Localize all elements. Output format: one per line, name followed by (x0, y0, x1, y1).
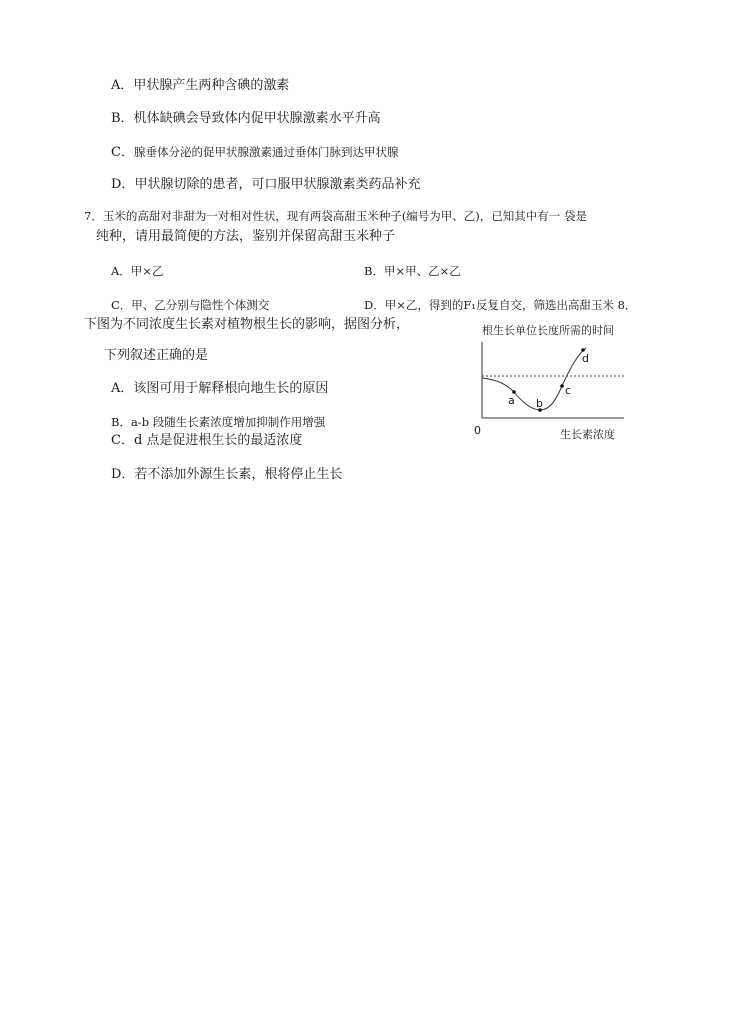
growth-curve (482, 348, 586, 410)
point-c (560, 384, 564, 388)
auxin-root-graph (474, 322, 644, 444)
q7-stem-line1 (84, 207, 587, 225)
option-text: 机体缺碘会导致体内促甲状腺激素水平升高 (133, 111, 381, 126)
option-label: B． (111, 111, 134, 126)
point-c-label: c (565, 384, 572, 397)
q8-option-b: B．a-b 段随生长素浓度增加抑制作用增强 (111, 415, 326, 429)
question-stem: 玉米的高甜对非甜为一对相对性状，现有两袋高甜玉米种子(编号为甲、乙)，已知其中有一 袋是 (102, 209, 587, 223)
q8-option-a: A．该图可用于解释根向地生长的原因 (111, 381, 329, 396)
q8-option-c: C．d 点是促进根生长的最适浓度 (111, 433, 303, 448)
point-a-label: a (508, 394, 515, 407)
q8-option-d: D．若不添加外源生长素，根将停止生长 (111, 467, 343, 482)
option-text: 腺垂体分泌的促甲状腺激素通过垂体门脉到达甲状腺 (133, 145, 399, 159)
q6-option-b (111, 110, 381, 128)
option-text: 甲状腺切除的患者，可口服甲状腺激素类药品补充 (134, 177, 421, 192)
q7-option-b: B．甲×甲、乙×乙 (364, 264, 461, 278)
option-label: D． (111, 177, 135, 192)
origin-label: 0 (474, 424, 481, 437)
q8-stem-line1: 下图为不同浓度生长素对植物根生长的影响，据图分析， (84, 317, 410, 332)
q7-option-d: D．甲×乙，得到的F₁反复自交，筛选出高甜玉米 8． (364, 298, 637, 312)
q7-option-c: C．甲、乙分别与隐性个体测交 (111, 298, 270, 312)
question-number: 7． (84, 209, 103, 223)
q7-option-a: A．甲×乙 (111, 264, 164, 278)
q6-option-c (111, 143, 398, 162)
q8-stem-line2: 下列叙述正确的是 (104, 348, 209, 363)
option-label: A． (111, 78, 134, 93)
option-label: C． (111, 145, 134, 160)
option-text: 甲状腺产生两种含碘的激素 (133, 78, 290, 93)
point-d-label: d (582, 352, 589, 365)
x-axis-label: 生长素浓度 (560, 428, 615, 441)
q6-option-d (111, 176, 420, 194)
q7-stem-line2: 纯种，请用最简便的方法，鉴别并保留高甜玉米种子 (96, 229, 396, 244)
y-axis-label: 根生长单位长度所需的时间 (482, 324, 614, 337)
point-b-label: b (536, 397, 543, 410)
q6-option-a (111, 77, 289, 95)
